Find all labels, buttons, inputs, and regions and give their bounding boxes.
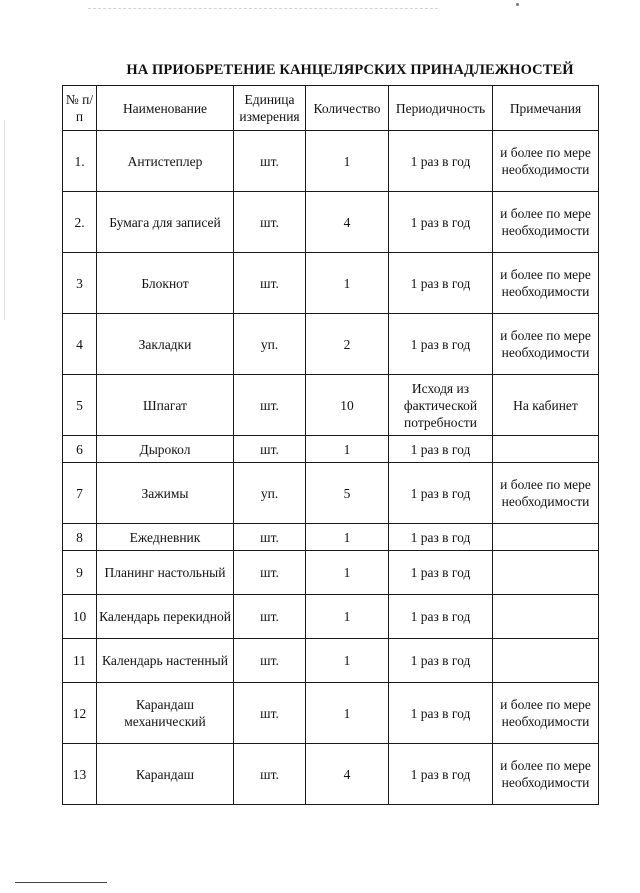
cell-unit: шт. [234,375,306,436]
cell-name: Шпагат [97,375,234,436]
column-header-number: № п/п [63,86,97,131]
cell-periodicity: 1 раз в год [389,551,493,595]
cell-unit: шт. [234,683,306,744]
cell-name: Ежедневник [97,524,234,551]
cell-note: и более по мере необходимости [493,131,599,192]
table-row [63,463,599,524]
table-row [63,744,599,805]
cell-periodicity: 1 раз в год [389,314,493,375]
table-row [63,131,599,192]
cell-name: Закладки [97,314,234,375]
cell-quantity: 1 [306,436,389,463]
cell-unit: шт. [234,131,306,192]
cell-quantity: 5 [306,463,389,524]
cell-quantity: 10 [306,375,389,436]
table-row [63,639,599,683]
cell-quantity: 1 [306,639,389,683]
cell-name: Карандаш механический [97,683,234,744]
cell-note: и более по мере необходимости [493,314,599,375]
table-row [63,683,599,744]
table-row [63,375,599,436]
cell-note [493,436,599,463]
column-header-notes: Примечания [493,86,599,131]
cell-name: Бумага для записей [97,192,234,253]
cell-note [493,551,599,595]
cell-periodicity: 1 раз в год [389,595,493,639]
cell-periodicity: 1 раз в год [389,524,493,551]
page-title: НА ПРИОБРЕТЕНИЕ КАНЦЕЛЯРСКИХ ПРИНАДЛЕЖНОСТЕЙ [126,62,574,78]
cell-unit: шт. [234,192,306,253]
footer-rule [15,882,107,883]
table-header-row [63,86,599,131]
column-header-periodicity: Периодичность [389,86,493,131]
cell-quantity: 4 [306,744,389,805]
cell-note: На кабинет [493,375,599,436]
table-row [63,192,599,253]
cell-quantity: 4 [306,192,389,253]
table-row [63,436,599,463]
cell-unit: шт. [234,551,306,595]
cell-quantity: 1 [306,551,389,595]
cell-name: Карандаш [97,744,234,805]
table-row [63,551,599,595]
cell-unit: шт. [234,595,306,639]
cell-name: Календарь перекидной [97,595,234,639]
cell-name: Антистеплер [97,131,234,192]
cell-periodicity: 1 раз в год [389,436,493,463]
cell-name: Дырокол [97,436,234,463]
cell-number: 5 [63,375,97,436]
cell-quantity: 1 [306,253,389,314]
cell-note: и более по мере необходимости [493,683,599,744]
cell-note [493,639,599,683]
cell-quantity: 1 [306,524,389,551]
cell-number: 13 [63,744,97,805]
cell-number: 6 [63,436,97,463]
cell-number: 10 [63,595,97,639]
table-row [63,595,599,639]
cell-number: 9 [63,551,97,595]
cell-note: и более по мере необходимости [493,192,599,253]
cell-number: 1. [63,131,97,192]
cell-note: и более по мере необходимости [493,463,599,524]
cell-quantity: 1 [306,131,389,192]
column-header-unit: Единица измерения [234,86,306,131]
scan-artifact-dot [516,3,519,6]
cell-number: 3 [63,253,97,314]
cell-unit: шт. [234,744,306,805]
cell-periodicity: 1 раз в год [389,253,493,314]
cell-unit: уп. [234,463,306,524]
cell-name: Блокнот [97,253,234,314]
cell-name: Планинг настольный [97,551,234,595]
cell-periodicity: 1 раз в год [389,639,493,683]
cell-periodicity: 1 раз в год [389,744,493,805]
cell-quantity: 1 [306,683,389,744]
cell-number: 11 [63,639,97,683]
column-header-name: Наименование [97,86,234,131]
cell-unit: шт. [234,639,306,683]
cell-number: 4 [63,314,97,375]
cell-note [493,595,599,639]
cell-unit: шт. [234,253,306,314]
table-row [63,314,599,375]
cell-unit: уп. [234,314,306,375]
cell-quantity: 1 [306,595,389,639]
cell-number: 7 [63,463,97,524]
table-row [63,524,599,551]
cell-note [493,524,599,551]
cell-unit: шт. [234,524,306,551]
cell-periodicity: Исходя из фактической потребности [389,375,493,436]
cell-periodicity: 1 раз в год [389,192,493,253]
supplies-table [62,85,599,805]
scan-artifact-dashed-line [88,8,438,9]
cell-name: Зажимы [97,463,234,524]
cell-quantity: 2 [306,314,389,375]
cell-number: 12 [63,683,97,744]
cell-note: и более по мере необходимости [493,744,599,805]
cell-periodicity: 1 раз в год [389,683,493,744]
column-header-quantity: Количество [306,86,389,131]
cell-note: и более по мере необходимости [493,253,599,314]
scan-artifact-edge [4,120,5,320]
cell-name: Календарь настенный [97,639,234,683]
cell-unit: шт. [234,436,306,463]
cell-periodicity: 1 раз в год [389,131,493,192]
cell-number: 2. [63,192,97,253]
cell-number: 8 [63,524,97,551]
cell-periodicity: 1 раз в год [389,463,493,524]
table-row [63,253,599,314]
